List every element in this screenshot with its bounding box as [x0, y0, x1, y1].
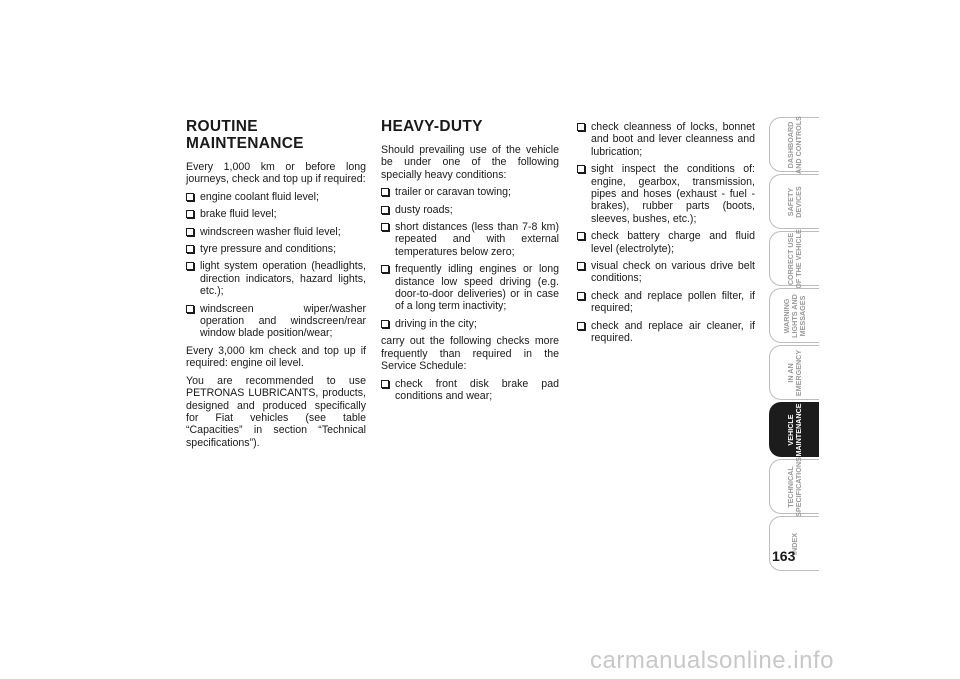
- tab-in-an-emergency[interactable]: IN AN EMERGENCY: [769, 345, 819, 400]
- watermark: carmanualsonline.info: [590, 647, 834, 674]
- tab-dashboard-and-controls[interactable]: DASHBOARD AND CONTROLS: [769, 117, 819, 172]
- list-item: trailer or caravan towing;: [381, 186, 559, 198]
- section-tabs: [769, 117, 819, 573]
- list-item: light system operation (headlights, direction indicators, hazard lights, etc.);: [186, 260, 366, 297]
- list-item: check cleanness of locks, bonnet and boot and lever cleanness and lubrication;: [577, 121, 755, 158]
- tab-technical-specifications[interactable]: TECHNICAL SPECIFICATIONS: [769, 459, 819, 514]
- list-item: windscreen washer fluid level;: [186, 226, 366, 238]
- list-item: check and replace pollen filter, if required;: [577, 290, 755, 315]
- checkbox-bullet-icon: [381, 380, 389, 388]
- heavy-duty-conditions: [381, 186, 559, 330]
- list-item: check and replace air cleaner, if required.: [577, 320, 755, 345]
- checkbox-bullet-icon: [577, 262, 585, 270]
- page-number: 163: [772, 548, 796, 564]
- list-item: visual check on various drive belt conditions;: [577, 260, 755, 285]
- heavy-duty-checks-continued: [577, 121, 755, 345]
- checkbox-bullet-icon: [577, 322, 585, 330]
- heavy-duty-column: [381, 118, 559, 407]
- heavy-duty-checks: [381, 378, 559, 403]
- routine-checklist: [186, 191, 366, 340]
- heavy-duty-intro: Should prevailing use of the vehicle be under one of the following specially heavy conditions:: [381, 144, 559, 181]
- routine-maintenance-title: ROUTINE MAINTENANCE: [186, 118, 304, 152]
- list-item: check front disk brake pad conditions and wear;: [381, 378, 559, 403]
- checkbox-bullet-icon: [381, 206, 389, 214]
- routine-paragraph-oil: Every 3,000 km check and top up if required: engine oil level.: [186, 344, 366, 370]
- checkbox-bullet-icon: [186, 193, 194, 201]
- list-item: brake fluid level;: [186, 208, 366, 220]
- tab-index[interactable]: INDEX: [769, 516, 819, 571]
- list-item: windscreen wiper/washer operation and windscreen/rear window blade position/wear;: [186, 303, 366, 340]
- checkbox-bullet-icon: [381, 188, 389, 196]
- list-item: dusty roads;: [381, 204, 559, 216]
- heavy-duty-paragraph: carry out the following checks more frequently than required in the Service Schedule:: [381, 335, 559, 373]
- list-item: driving in the city;: [381, 318, 559, 330]
- checkbox-bullet-icon: [577, 165, 585, 173]
- routine-intro: Every 1,000 km or before long journeys, check and top up if required:: [186, 161, 366, 186]
- checkbox-bullet-icon: [381, 265, 389, 273]
- list-item: short distances (less than 7-8 km) repeated and with external temperatures below zero;: [381, 221, 559, 258]
- list-item: check battery charge and fluid level (electrolyte);: [577, 230, 755, 255]
- checkbox-bullet-icon: [381, 320, 389, 328]
- list-item: engine coolant fluid level;: [186, 191, 366, 203]
- checkbox-bullet-icon: [577, 123, 585, 131]
- list-item: tyre pressure and conditions;: [186, 243, 366, 255]
- tab-safety-devices[interactable]: SAFETY DEVICES: [769, 174, 819, 229]
- routine-paragraph-lubricants: You are recommended to use PETRONAS LUBRICANTS, products, designed and produced specifically for Fiat vehicles (see table “Capacities” in section “Technical specifications”).: [186, 374, 366, 449]
- tab-warning-lights[interactable]: WARNING LIGHTS AND MESSAGES: [769, 288, 819, 343]
- tab-correct-use[interactable]: CORRECT USE OF THE VEHICLE: [769, 231, 819, 286]
- checkbox-bullet-icon: [186, 305, 194, 313]
- checkbox-bullet-icon: [186, 245, 194, 253]
- list-item: frequently idling engines or long distance low speed driving (e.g. door-to-door deliveries) or in case of a long term inactivity;: [381, 263, 559, 313]
- checkbox-bullet-icon: [186, 262, 194, 270]
- heavy-duty-title: HEAVY-DUTY: [381, 118, 483, 135]
- tab-vehicle-maintenance[interactable]: VEHICLE MAINTENANCE: [769, 402, 819, 457]
- checkbox-bullet-icon: [577, 232, 585, 240]
- routine-maintenance-column: [186, 118, 366, 454]
- heavy-duty-checks-column: [577, 121, 755, 350]
- checkbox-bullet-icon: [186, 210, 194, 218]
- checkbox-bullet-icon: [186, 228, 194, 236]
- checkbox-bullet-icon: [577, 292, 585, 300]
- list-item: sight inspect the conditions of: engine, gearbox, transmission, pipes and hoses (exhaust - fuel - brakes), rubber parts (boots, sleeves, bushes, etc.);: [577, 163, 755, 225]
- checkbox-bullet-icon: [381, 223, 389, 231]
